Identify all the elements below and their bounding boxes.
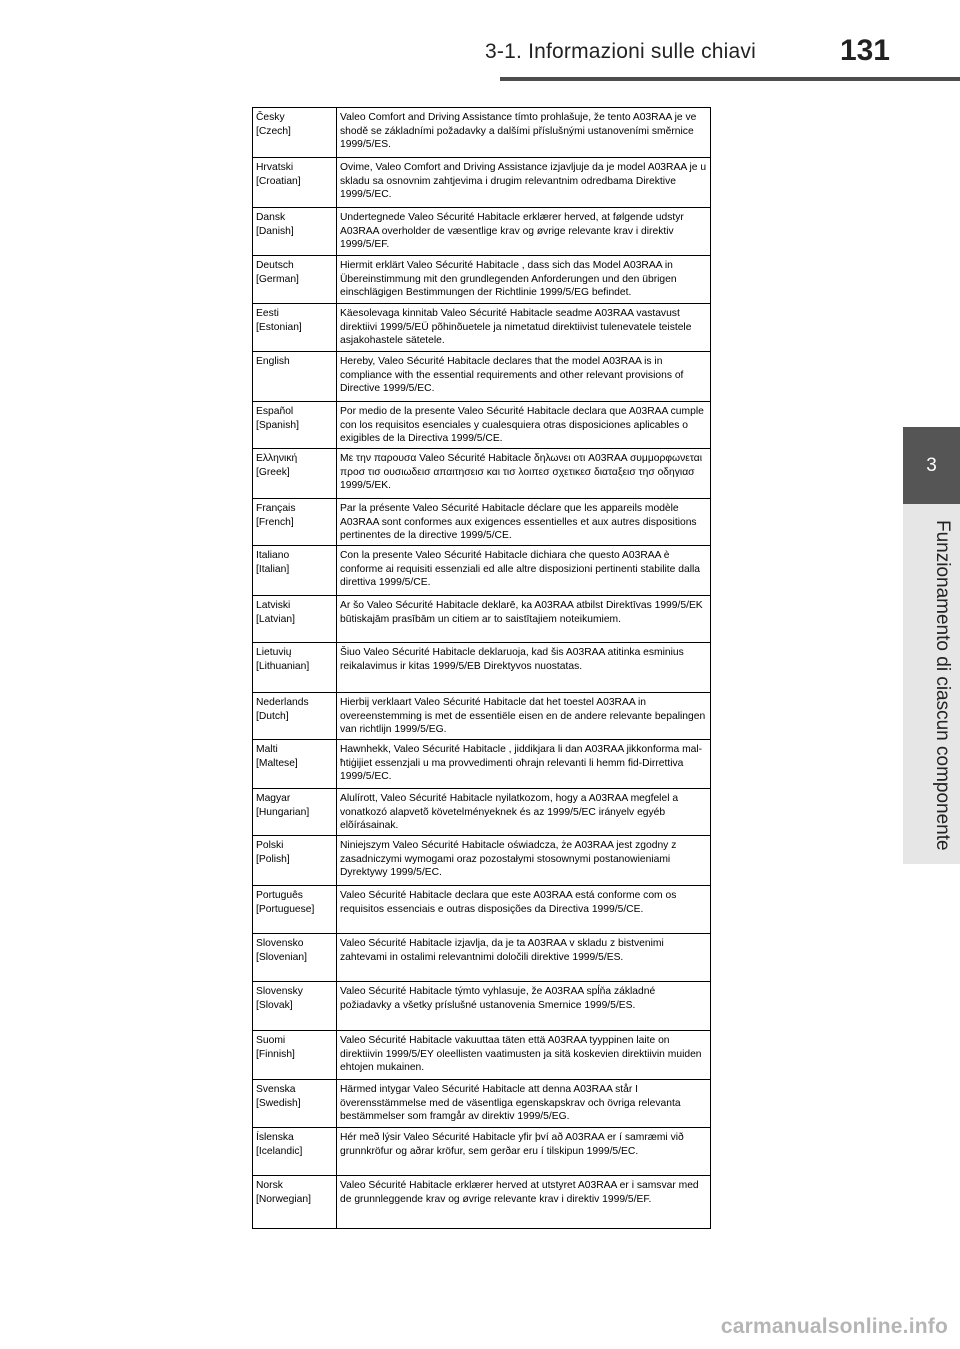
declaration-text: Hierbij verklaart Valeo Sécurité Habitacle dat het toestel A03RAA in overeenstemming is met de essentiële eisen en de andere relevante bepalingen van richtlijn 1999/5/EG.	[337, 693, 711, 740]
language-name: Deutsch	[256, 260, 294, 271]
table-row	[253, 1176, 711, 1229]
language-name-english: [Greek]	[256, 466, 290, 478]
declaration-text: Härmed intygar Valeo Sécurité Habitacle att denna A03RAA står I överensstämmelse med de väsentliga egenskapskrav och övriga relevanta bestämmelser som framgår av direktiv 1999/5/EG.	[337, 1080, 711, 1128]
language-name: Eesti	[256, 308, 279, 319]
language-cell	[253, 108, 337, 158]
language-name: Slovensko	[256, 938, 304, 949]
table-row	[253, 304, 711, 352]
declaration-text: Käesolevaga kinnitab Valeo Sécurité Habitacle seadme A03RAA vastavust direktiivi 1999/5/EÜ põhinõuetele ja nimetatud direktiivist tulenevatele teistele asjakohastele sätetele.	[337, 304, 711, 352]
language-name-english: [Icelandic]	[256, 1145, 303, 1157]
language-name-english: [Danish]	[256, 225, 294, 237]
language-name-english: [Hungarian]	[256, 806, 310, 818]
language-name-english: [Dutch]	[256, 710, 289, 722]
language-cell	[253, 256, 337, 304]
table-row	[253, 1080, 711, 1128]
language-name-english: [Italian]	[256, 563, 290, 575]
chapter-side-title: Funzionamento di ciascun componente	[932, 520, 953, 851]
language-cell	[253, 934, 337, 982]
table-row	[253, 352, 711, 402]
table-row	[253, 449, 711, 499]
declaration-text: Par la présente Valeo Sécurité Habitacle déclare que les appareils modèle A03RAA sont conformes aux exigences essentielles et aux autres dispositions pertinentes de la directive 1999/5/CE.	[337, 499, 711, 546]
declaration-text: Šiuo Valeo Sécurité Habitacle deklaruoja, kad šis A03RAA atitinka esminius reikalavimus ir kitas 1999/5/EB Direktyvos nuostatas.	[337, 643, 711, 693]
language-name: Hrvatski	[256, 162, 294, 173]
chapter-tab-number: 3	[926, 454, 937, 476]
declaration-text: Alulírott, Valeo Sécurité Habitacle nyilatkozom, hogy a A03RAA megfelel a vonatkozó alapvetõ követelményeknek és az 1999/5/EC irányelv egyéb elõírásainak.	[337, 789, 711, 836]
watermark: carmanualsonline.info	[720, 1315, 948, 1338]
declaration-table-body	[253, 108, 711, 1229]
header-rule	[500, 77, 960, 81]
language-cell	[253, 449, 337, 499]
language-name-english: [Czech]	[256, 125, 291, 137]
table-row	[253, 158, 711, 208]
language-name: Latviski	[256, 600, 291, 611]
language-name-english: [French]	[256, 516, 294, 528]
language-cell	[253, 1128, 337, 1176]
table-row	[253, 789, 711, 836]
table-row	[253, 1031, 711, 1080]
language-name-english: [Maltese]	[256, 757, 298, 769]
table-row	[253, 108, 711, 158]
language-name-english: [Croatian]	[256, 175, 301, 187]
language-cell	[253, 836, 337, 886]
language-name: Malti	[256, 744, 278, 755]
language-name-english: [Finnish]	[256, 1048, 295, 1060]
language-cell	[253, 1080, 337, 1128]
language-cell	[253, 304, 337, 352]
language-name: Slovensky	[256, 986, 303, 997]
declaration-text: Hér með lýsir Valeo Sécurité Habitacle yfir því að A03RAA er í samræmi við grunnkröfur og aðrar kröfur, sem gerðar eru í tilskipun 1999/5/EC.	[337, 1128, 711, 1176]
language-name: Español	[256, 406, 294, 417]
language-cell	[253, 499, 337, 546]
page-number: 131	[839, 34, 890, 67]
declaration-text: Undertegnede Valeo Sécurité Habitacle erklærer herved, at følgende udstyr A03RAA overholder de væsentlige krav og øvrige relevante krav i direktiv 1999/5/EF.	[337, 208, 711, 256]
language-cell	[253, 740, 337, 789]
declaration-text: Valeo Sécurité Habitacle izjavlja, da je ta A03RAA v skladu z bistvenimi zahtevami in ostalimi relevantnimi določili direktive 1999/5/ES.	[337, 934, 711, 982]
language-name: Français	[256, 503, 296, 514]
table-row	[253, 402, 711, 449]
declaration-text: Valeo Sécurité Habitacle erklærer herved at utstyret A03RAA er i samsvar med de grunnleggende krav og øvrige relevante krav i direktiv 1999/5/EF.	[337, 1176, 711, 1229]
declaration-table	[252, 107, 711, 1229]
language-cell	[253, 1031, 337, 1080]
declaration-text: Ar šo Valeo Sécurité Habitacle deklarē, ka A03RAA atbilst Direktīvas 1999/5/EK būtiskajām prasībām un citiem ar to saistītajiem noteikumiem.	[337, 596, 711, 643]
table-row	[253, 1128, 711, 1176]
declaration-text: Valeo Sécurité Habitacle declara que este A03RAA está conforme com os requisitos essenciais e outras disposições da Directiva 1999/5/CE.	[337, 886, 711, 934]
language-name-english: [German]	[256, 273, 299, 285]
table-row	[253, 934, 711, 982]
language-name-english: [Polish]	[256, 853, 290, 865]
language-cell	[253, 208, 337, 256]
declaration-text: Hiermit erklärt Valeo Sécurité Habitacle , dass sich das Model A03RAA in Übereinstimmung mit den grundlegenden Anforderungen und den übrigen einschlägigen Bestimmungen der Richtlinie 1999/5/EG befindet.	[337, 256, 711, 304]
language-cell	[253, 789, 337, 836]
language-name-english: [Slovenian]	[256, 951, 307, 963]
declaration-text: Hawnhekk, Valeo Sécurité Habitacle , jiddikjara li dan A03RAA jikkonforma mal-ħtiġijiet essenzjali u ma provvedimenti oħrajn relevanti li hemm fid-Dirrettiva 1999/5/EC.	[337, 740, 711, 789]
table-row	[253, 546, 711, 596]
table-row	[253, 836, 711, 886]
table-row	[253, 596, 711, 643]
language-name: Svenska	[256, 1084, 296, 1095]
language-cell	[253, 596, 337, 643]
language-name: Português	[256, 890, 303, 901]
language-cell	[253, 886, 337, 934]
language-cell	[253, 546, 337, 596]
language-name: Norsk	[256, 1180, 283, 1191]
language-name-english: [Swedish]	[256, 1097, 301, 1109]
language-name: Ελληνική	[256, 453, 298, 464]
language-name-english: [Latvian]	[256, 613, 295, 625]
chapter-tab[interactable]	[903, 427, 960, 504]
declaration-text: Με την παρουσα Valeo Sécurité Habitacle δηλωνει οτι A03RAA συμμορφωνεται προσ τισ ουσιωδεισ απαιτησεισ και τισ λοιπεσ σχετικεσ διαταξεισ τησ οδηγιασ 1999/5/ΕΚ.	[337, 449, 711, 499]
declaration-text: Ovime, Valeo Comfort and Driving Assistance izjavljuje da je model A03RAA je u skladu sa osnovnim zahtjevima i drugim relevantnim odredbama Direktive 1999/5/EC.	[337, 158, 711, 208]
language-name: Česky	[256, 112, 285, 123]
language-name-english: [Portuguese]	[256, 903, 315, 915]
language-name: Magyar	[256, 793, 291, 804]
language-cell	[253, 158, 337, 208]
language-name-english: [Spanish]	[256, 419, 299, 431]
table-row	[253, 982, 711, 1031]
language-name-english: [Norwegian]	[256, 1193, 311, 1205]
table-row	[253, 886, 711, 934]
language-name-english: [Slovak]	[256, 999, 293, 1011]
language-name: Polski	[256, 840, 284, 851]
table-row	[253, 256, 711, 304]
table-row	[253, 643, 711, 693]
language-cell	[253, 693, 337, 740]
language-name-english: [Estonian]	[256, 321, 302, 333]
language-name: Dansk	[256, 212, 286, 223]
table-row	[253, 693, 711, 740]
declaration-text: Con la presente Valeo Sécurité Habitacle dichiara che questo A03RAA è conforme ai requisiti essenziali ed alle altre disposizioni pertinenti stabilite dalla direttiva 1999/5/CE.	[337, 546, 711, 596]
declaration-text: Niniejszym Valeo Sécurité Habitacle oświadcza, że A03RAA jest zgodny z zasadniczymi wymogami oraz pozostałymi stosownymi postanowieniami Dyrektywy 1999/5/EC.	[337, 836, 711, 886]
language-name-english: [Lithuanian]	[256, 660, 310, 672]
language-name: Suomi	[256, 1035, 286, 1046]
declaration-text: Por medio de la presente Valeo Sécurité Habitacle declara que A03RAA cumple con los requisitos esenciales y cualesquiera otras disposiciones aplicables o exigibles de la Directiva 1999/5/CE.	[337, 402, 711, 449]
language-cell	[253, 402, 337, 449]
table-row	[253, 499, 711, 546]
language-name: Íslenska	[256, 1132, 294, 1143]
language-cell	[253, 643, 337, 693]
declaration-text: Valeo Sécurité Habitacle vakuuttaa täten että A03RAA tyyppinen laite on direktiivin 1999/5/EY oleellisten vaatimusten ja sitä koskevien direktiivin muiden ehtojen mukainen.	[337, 1031, 711, 1080]
table-row	[253, 740, 711, 789]
language-cell	[253, 982, 337, 1031]
language-name: Nederlands	[256, 697, 309, 708]
language-cell	[253, 352, 337, 402]
language-name: Italiano	[256, 550, 290, 561]
page-header-title: 3-1. Informazioni sulle chiavi	[485, 40, 756, 63]
declaration-text: Hereby, Valeo Sécurité Habitacle declares that the model A03RAA is in compliance with the essential requirements and other relevant provisions of Directive 1999/5/EC.	[337, 352, 711, 402]
table-row	[253, 208, 711, 256]
declaration-text: Valeo Sécurité Habitacle týmto vyhlasuje, že A03RAA spĺňa základné požiadavky a všetky príslušné ustanovenia Smernice 1999/5/ES.	[337, 982, 711, 1031]
language-cell	[253, 1176, 337, 1229]
language-name: Lietuvių	[256, 647, 292, 658]
declaration-text: Valeo Comfort and Driving Assistance tímto prohlašuje, že tento A03RAA je ve shodě se základními požadavky a dalšími příslušnými ustanoveními směrnice 1999/5/ES.	[337, 108, 711, 158]
language-name: English	[256, 356, 290, 367]
